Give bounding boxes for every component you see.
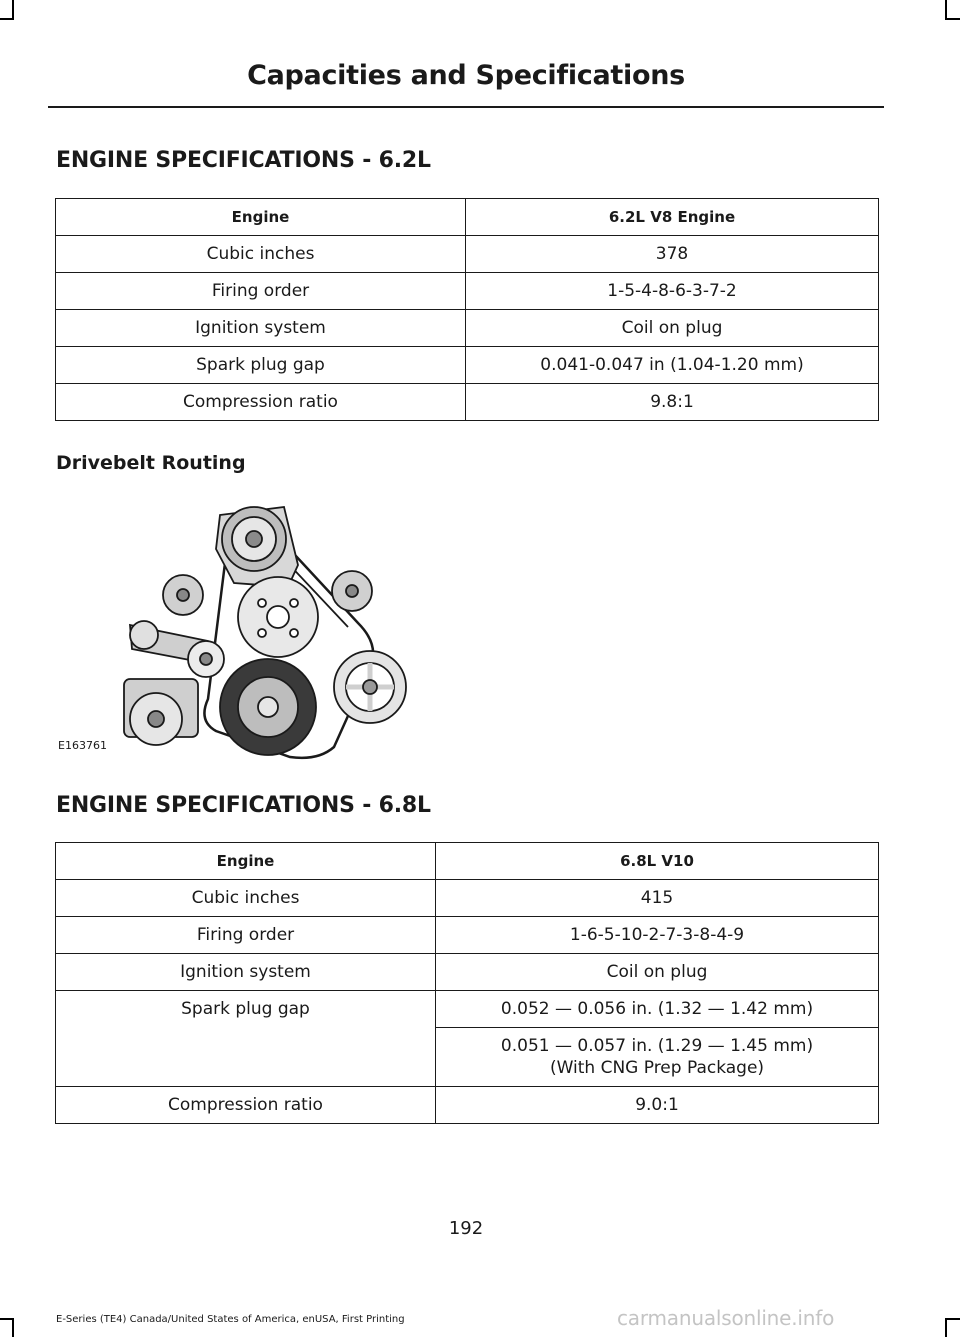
- row-label: Spark plug gap: [56, 347, 466, 384]
- row-label: Ignition system: [56, 954, 436, 991]
- row-value-cng: [436, 1028, 879, 1087]
- row-value: Coil on plug: [436, 954, 879, 991]
- table-row: [56, 273, 879, 310]
- row-label: Cubic inches: [56, 880, 436, 917]
- crop-mark: [0, 1318, 14, 1320]
- row-value: Coil on plug: [466, 310, 879, 347]
- watermark: carmanualsonline.info: [617, 1306, 835, 1330]
- table-row: [56, 310, 879, 347]
- crop-mark: [945, 0, 947, 20]
- row-label: Compression ratio: [56, 1087, 436, 1124]
- section-title-6-2l: ENGINE SPECIFICATIONS - 6.2L: [56, 148, 431, 173]
- row-label: Firing order: [56, 917, 436, 954]
- page-title: Capacities and Specifications: [247, 60, 685, 91]
- drivebelt-heading: Drivebelt Routing: [56, 452, 246, 474]
- spec-table-6-8l: [55, 842, 879, 1124]
- column-header-engine: Engine: [56, 199, 466, 236]
- row-value: 415: [436, 880, 879, 917]
- row-value: 378: [466, 236, 879, 273]
- row-label: Ignition system: [56, 310, 466, 347]
- table-row: [56, 384, 879, 421]
- table-row: [56, 917, 879, 954]
- drivebelt-diagram: [58, 495, 420, 765]
- crop-mark: [12, 0, 14, 20]
- crop-mark: [945, 1318, 947, 1337]
- row-value: 1-6-5-10-2-7-3-8-4-9: [436, 917, 879, 954]
- figure-id: E163761: [58, 739, 107, 752]
- crop-mark: [0, 18, 14, 20]
- spec-table-6-2l: [55, 198, 879, 421]
- table-row: [56, 347, 879, 384]
- table-row: [56, 236, 879, 273]
- row-label: Cubic inches: [56, 236, 466, 273]
- footer-note: E-Series (TE4) Canada/United States of America, enUSA, First Printing: [56, 1314, 405, 1325]
- column-header-engine: Engine: [56, 843, 436, 880]
- drivebelt-illustration: [58, 495, 420, 765]
- row-value: 9.8:1: [466, 384, 879, 421]
- row-label: Firing order: [56, 273, 466, 310]
- header-divider: [48, 106, 884, 108]
- row-value: 0.052 — 0.056 in. (1.32 — 1.42 mm): [436, 991, 879, 1028]
- row-label: Spark plug gap: [56, 991, 436, 1087]
- column-header-engine-type: 6.8L V10: [436, 843, 879, 880]
- row-value-note: (With CNG Prep Package): [549, 1058, 765, 1078]
- table-header-row: [56, 199, 879, 236]
- row-value: 1-5-4-8-6-3-7-2: [466, 273, 879, 310]
- table-header-row: [56, 843, 879, 880]
- table-row: [56, 991, 879, 1028]
- row-value: 9.0:1: [436, 1087, 879, 1124]
- section-title-6-8l: ENGINE SPECIFICATIONS - 6.8L: [56, 793, 431, 818]
- column-header-engine-type: 6.2L V8 Engine: [466, 199, 879, 236]
- crop-mark: [945, 18, 960, 20]
- crop-mark: [945, 1318, 960, 1320]
- table-row: [56, 954, 879, 991]
- row-label: Compression ratio: [56, 384, 466, 421]
- crop-mark: [12, 1318, 14, 1337]
- page-number: 192: [448, 1218, 484, 1239]
- table-row: [56, 1087, 879, 1124]
- row-value: 0.041-0.047 in (1.04-1.20 mm): [466, 347, 879, 384]
- table-row: [56, 880, 879, 917]
- row-value-line: 0.051 — 0.057 in. (1.29 — 1.45 mm): [500, 1036, 814, 1056]
